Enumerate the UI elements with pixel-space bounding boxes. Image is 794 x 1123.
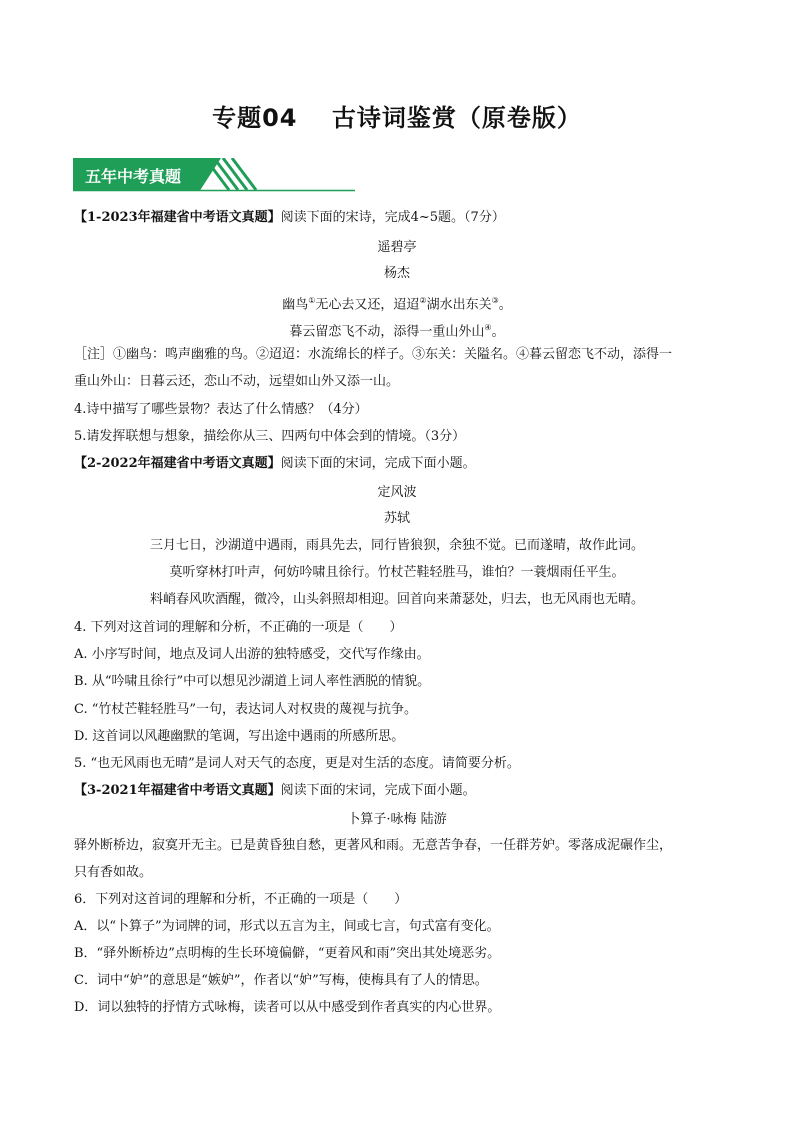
q2-preface: 三月七日，沙湖道中遇雨，雨具先去，同行皆狼狈，余独不觉。已而遂晴，故作此词。: [149, 538, 644, 553]
q1-poem-line-2: 暮云留恋飞不动，添得一重山外山④。: [289, 323, 505, 340]
q2-poem-line-2: 料峭春风吹酒醒，微冷，山头斜照却相迎。回首向来萧瑟处，归去，也无风雨也无晴。: [149, 592, 644, 607]
q1-poem-title: 遥碧亭: [377, 240, 417, 255]
q1-notes-1: ［注］①幽鸟：鸣声幽雅的鸟。②迢迢：水流绵长的样子。③东关：关隘名。④暮云留恋飞不动，添得一: [74, 347, 673, 362]
q2-author: 苏轼: [383, 511, 410, 526]
banner-stripes-icon: [73, 158, 355, 192]
q2-header: [74, 455, 476, 473]
q3-option-d: D．词以独特的抒情方式咏梅，读者可以从中感受到作者真实的内心世界。: [74, 1000, 501, 1015]
q2-source: 【2-2022年福建省中考语文真题】: [74, 456, 281, 471]
q3-source: 【3-2021年福建省中考语文真题】: [74, 783, 281, 798]
q3-option-c: C．词中“妒”的意思是“嫉妒”，作者以“妒”写梅，使梅具有了人的情思。: [74, 973, 488, 988]
q1-instruction: 阅读下面的宋诗，完成4~5题。（7分）: [280, 210, 505, 225]
q3-text-2: 只有香如故。: [74, 865, 153, 880]
q3-option-a: A．以“卜算子”为词牌的词，形式以五言为主，间或七言，句式富有变化。: [74, 919, 500, 934]
q3-header: [74, 782, 476, 800]
q1-notes-2: 重山外山：日暮云还，恋山不动，远望如山外又添一山。: [74, 374, 400, 389]
q2-option-b: B. 从“吟啸且徐行”中可以想见沙湖道上词人率性洒脱的情貌。: [74, 674, 431, 689]
page-title: 专题04 古诗词鉴赏（原卷版）: [212, 104, 582, 132]
q2-option-a: A. 小序写时间，地点及词人出游的独特感受，交代写作缘由。: [74, 647, 430, 662]
q3-text-1: 驿外断桥边，寂寞开无主。已是黄昏独自愁，更著风和雨。无意苦争春，一任群芳妒。零落成泥碾作尘，: [74, 838, 673, 853]
section-banner: [73, 158, 355, 192]
q2-question-4: 4. 下列对这首词的理解和分析，不正确的一项是（ ）: [74, 620, 403, 635]
q3-question-6: 6．下列对这首词的理解和分析，不正确的一项是（ ）: [74, 892, 408, 907]
q2-option-d: D. 这首词以风趣幽默的笔调，写出途中遇雨的所感所思。: [74, 729, 405, 744]
q2-instruction: 阅读下面的宋词，完成下面小题。: [280, 456, 476, 471]
q2-option-c: C. “竹杖芒鞋轻胜马”一句，表达词人对权贵的蔑视与抗争。: [74, 702, 418, 717]
q1-source: 【1-2023年福建省中考语文真题】: [74, 210, 281, 225]
banner-label: 五年中考真题: [85, 167, 182, 186]
q1-question-4: 4.诗中描写了哪些景物？表达了什么情感？（4分）: [74, 402, 368, 417]
q1-header: [74, 209, 505, 227]
q1-author: 杨杰: [383, 266, 410, 281]
q2-poem-title: 定风波: [377, 485, 417, 500]
q3-option-b: B．“驿外断桥边”点明梅的生长环境偏僻，“更着风和雨”突出其处境恶劣。: [74, 946, 501, 961]
q1-poem-line-1: 幽鸟①无心去又还，迢迢②湖水出东关③。: [282, 296, 512, 313]
q2-question-5: 5. “也无风雨也无晴”是词人对天气的态度，更是对生活的态度。请简要分析。: [74, 756, 520, 771]
q3-poem-title: 卜算子·咏梅 陆游: [347, 812, 447, 827]
q2-poem-line-1: 莫听穿林打叶声，何妨吟啸且徐行。竹杖芒鞋轻胜马，谁怕？一蓑烟雨任平生。: [169, 565, 625, 580]
q1-question-5: 5.请发挥联想与想象，描绘你从三、四两句中体会到的情境。（3分）: [74, 429, 466, 444]
q3-instruction: 阅读下面的宋词，完成下面小题。: [280, 783, 476, 798]
